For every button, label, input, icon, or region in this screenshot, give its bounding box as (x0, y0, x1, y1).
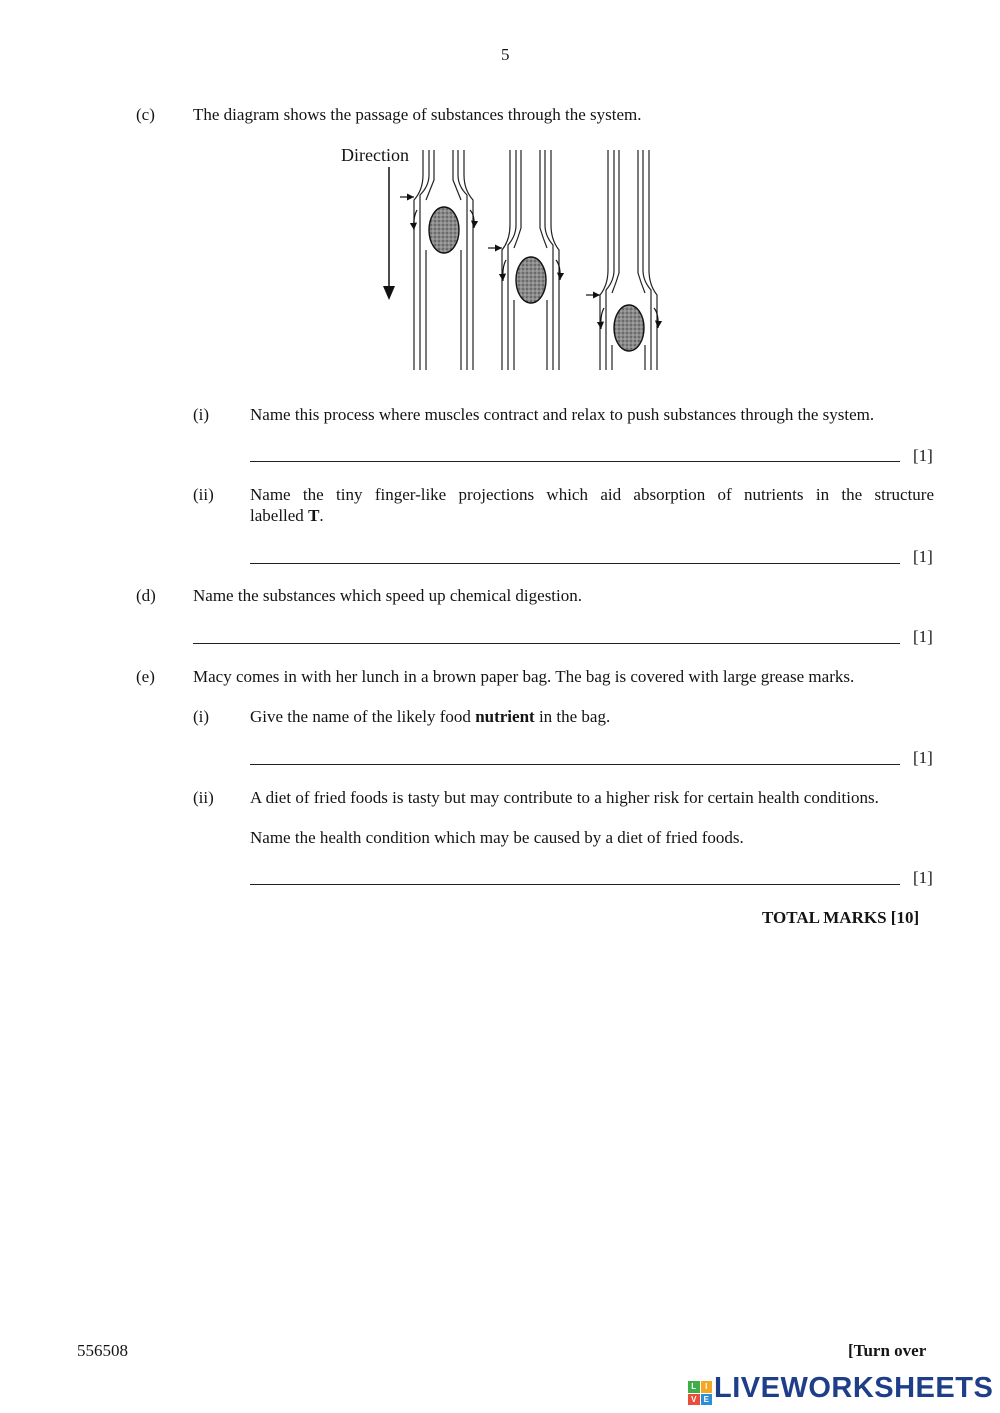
marks-c-ii: [1] (913, 547, 933, 566)
question-c-ii-text-line2 (250, 506, 324, 526)
question-e-ii-text-1: A diet of fried foods is tasty but may contribute to a higher risk for certain health conditions. (250, 788, 879, 807)
turn-over: [Turn over (848, 1341, 927, 1360)
marks-c-i: [1] (913, 446, 933, 465)
question-e-ii-text-2: Name the health condition which may be caused by a diet of fried foods. (250, 828, 744, 847)
question-d-text: Name the substances which speed up chemical digestion. (193, 586, 582, 605)
marks-d: [1] (913, 627, 933, 646)
marks-e-ii: [1] (913, 868, 933, 887)
tube-stage-1 (400, 150, 474, 370)
e-i-text-post: in the bag. (534, 707, 611, 726)
direction-arrow (383, 167, 395, 300)
paper-code: 556508 (77, 1341, 128, 1360)
text-line2-pre: labelled (250, 506, 309, 525)
e-i-text-pre: Give the name of the likely food (250, 707, 476, 726)
page-number: 5 (501, 45, 510, 64)
question-e-i-label: (i) (193, 707, 210, 726)
answer-line-c-i[interactable] (250, 461, 900, 462)
e-i-text-bold: nutrient (475, 707, 535, 726)
question-c-ii-label: (ii) (193, 485, 214, 504)
answer-line-e-i[interactable] (250, 764, 900, 765)
total-marks: TOTAL MARKS [10] (762, 908, 920, 927)
liveworksheets-watermark (688, 1372, 993, 1405)
badge-letter-l: L (688, 1381, 700, 1393)
text-line2-post: . (319, 506, 324, 525)
answer-line-e-ii[interactable] (250, 884, 900, 885)
question-d-label: (d) (136, 586, 156, 605)
question-e-ii-label: (ii) (193, 788, 214, 807)
liveworksheets-logo-icon (688, 1381, 712, 1405)
question-c-text: The diagram shows the passage of substances through the system. (193, 105, 642, 124)
question-e-i-text (250, 707, 610, 727)
question-e-label: (e) (136, 667, 155, 686)
answer-line-c-ii[interactable] (250, 563, 900, 564)
structure-label-t: T (308, 506, 320, 525)
badge-letter-e: E (701, 1394, 713, 1406)
answer-line-d[interactable] (193, 643, 900, 644)
badge-letter-i: I (701, 1381, 713, 1393)
question-c-i-label: (i) (193, 405, 210, 424)
tube-stage-2 (488, 150, 560, 370)
question-c-label: (c) (136, 105, 155, 124)
question-c-i-text: Name this process where muscles contract and relax to push substances through the system. (250, 405, 875, 424)
peristalsis-diagram (330, 140, 680, 380)
tube-stage-3 (586, 150, 658, 370)
question-e-text: Macy comes in with her lunch in a brown paper bag. The bag is covered with large grease marks. (193, 667, 855, 686)
liveworksheets-logo-text: LIVEWORKSHEETS (714, 1372, 994, 1404)
question-c-ii-text-line1: Name the tiny finger-like projections which aid absorption of nutrients in the structure (250, 485, 934, 504)
direction-label: Direction (341, 145, 409, 165)
marks-e-i: [1] (913, 748, 933, 767)
badge-letter-v: V (688, 1394, 700, 1406)
peristalsis-svg (330, 140, 680, 380)
